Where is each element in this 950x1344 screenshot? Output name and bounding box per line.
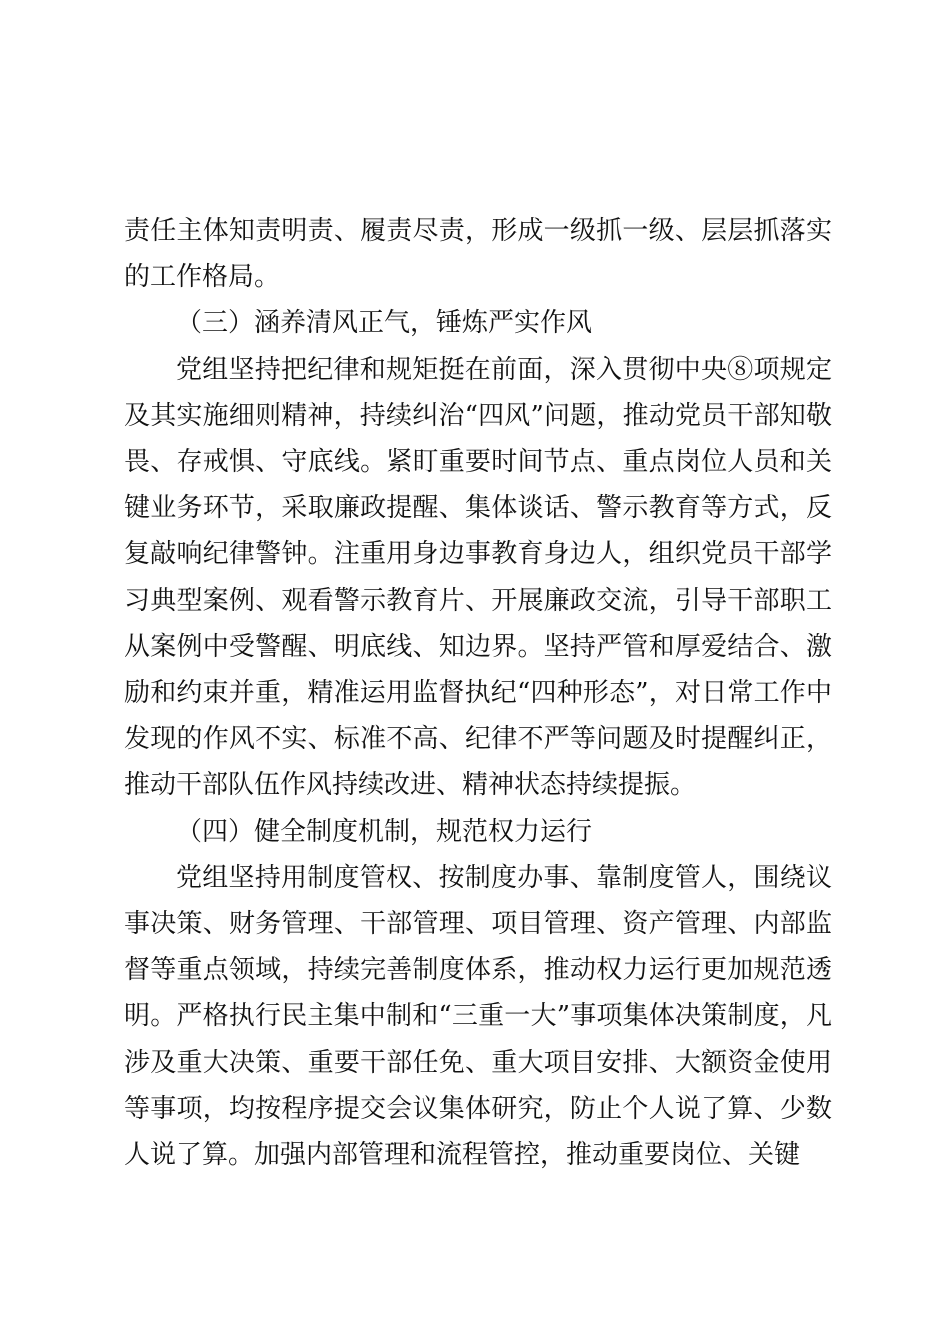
section-heading-3: （三）涵养清风正气，锤炼严实作风 [176, 308, 593, 339]
paragraph-section-4: 党组坚持用制度管权、按制度办事、靠制度管人，围绕议事决策、财务管理、干部管理、项目管理、资产管理、内部监督等重点领域，持续完善制度体系，推动权力运行更加规范透明。严格执行民主集中制和“三重一大”事项集体决策制度，凡涉及重大决策、重要干部任免、重大项目安排、大额资金使用等事项，均按程序提交会议集体研究，防止个人说了算、少数人说了算。加强内部管理和流程管控，推动重要岗位、关键 [124, 862, 832, 1171]
section-heading-4: （四）健全制度机制，规范权力运行 [176, 816, 593, 847]
paragraph-continuation: 责任主体知责明责、履责尽责，形成一级抓一级、层层抓落实的工作格局。 [124, 216, 832, 293]
document-body [124, 208, 832, 1178]
paragraph-section-3: 党组坚持把纪律和规矩挺在前面，深入贯彻中央⑧项规定及其实施细则精神，持续纠治“四风”问题，推动党员干部知敬畏、存戒惧、守底线。紧盯重要时间节点、重点岗位人员和关键业务环节，采取廉政提醒、集体谈话、警示教育等方式，反复敲响纪律警钟。注重用身边事教育身边人，组织党员干部学习典型案例、观看警示教育片、开展廉政交流，引导干部职工从案例中受警醒、明底线、知边界。坚持严管和厚爱结合、激励和约束并重，精准运用监督执纪“四种形态”，对日常工作中发现的作风不实、标准不高、纪律不严等问题及时提醒纠正，推动干部队伍作风持续改进、精神状态持续提振。 [124, 354, 832, 801]
